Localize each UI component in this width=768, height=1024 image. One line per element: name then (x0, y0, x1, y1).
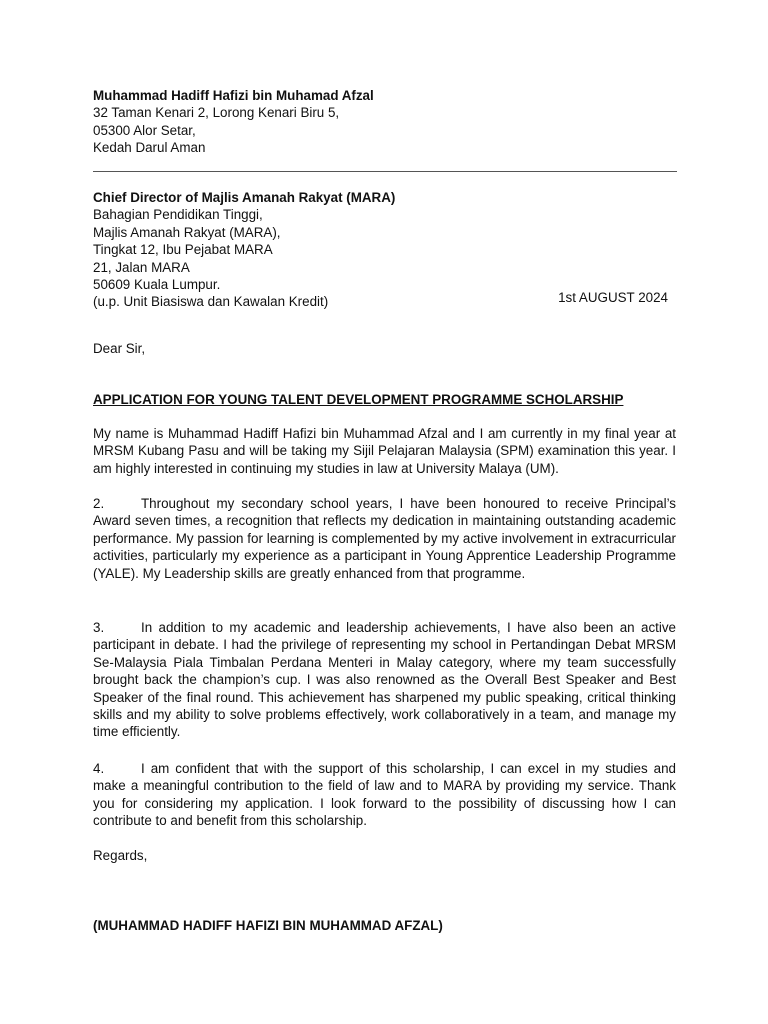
paragraph-text: I am confident that with the support of this scholarship, I can excel in my studies and make a meaningful contribution to the field of law and to MARA by providing my service. Thank you for considering my application. I look forward to the possibility of discussing how I can contribute to and benefit from this scholarship. (93, 761, 676, 829)
signature-block (93, 917, 677, 934)
recipient-address-line: 50609 Kuala Lumpur. (93, 277, 221, 293)
salutation-text: Dear Sir, (93, 341, 146, 356)
sender-address-line: 05300 Alor Setar, (93, 122, 196, 138)
divider-line (93, 171, 677, 172)
paragraph-4 (93, 760, 676, 830)
recipient-address-line: Bahagian Pendidikan Tinggi, (93, 207, 263, 223)
paragraph-2 (93, 495, 676, 582)
paragraph-text: My name is Muhammad Hadiff Hafizi bin Muhammad Afzal and I am currently in my final year at MRSM Kubang Pasu and will be taking my Sijil Pelajaran Malaysia (SPM) examination this year. I am highly interested in continuing my studies in law at University Malaya (UM). (93, 426, 676, 476)
paragraph-number: 2. (93, 496, 105, 511)
recipient-title: Chief Director of Majlis Amanah Rakyat (MARA) (93, 190, 396, 205)
letter-date: 1st AUGUST 2024 (558, 290, 668, 305)
sender-block (93, 87, 677, 157)
paragraph-text: In addition to my academic and leadership achievements, I have also been an active participant in debate. I had the privilege of representing my school in Pertandingan Debat MRSM Se-Malaysia Piala Timbalan Perdana Menteri in Malay category, where my team successfully brought back the champion’s cup. I was also renowned as the Overall Best Speaker and Best Speaker of the final round. This achievement has sharpened my public speaking, critical thinking skills and my ability to solve problems effectively, work collaboratively in a team, and manage my time efficiently. (93, 620, 676, 740)
sender-address-line: Kedah Darul Aman (93, 140, 206, 156)
paragraph-number: 3. (93, 620, 105, 635)
closing (93, 847, 677, 864)
recipient-address-line: (u.p. Unit Biasiswa dan Kawalan Kredit) (93, 294, 329, 310)
signature-name: (MUHAMMAD HADIFF HAFIZI BIN MUHAMMAD AFZAL) (93, 918, 443, 933)
subject-line (93, 391, 677, 408)
closing-text: Regards, (93, 848, 148, 863)
recipient-address-line: Majlis Amanah Rakyat (MARA), (93, 224, 281, 240)
subject-text: APPLICATION FOR YOUNG TALENT DEVELOPMENT PROGRAMME SCHOLARSHIP (93, 392, 624, 407)
recipient-address-line: Tingkat 12, Ibu Pejabat MARA (93, 242, 273, 258)
sender-address-line: 32 Taman Kenari 2, Lorong Kenari Biru 5, (93, 105, 340, 121)
paragraph-3 (93, 619, 676, 741)
paragraph-1 (93, 425, 676, 477)
paragraph-text: Throughout my secondary school years, I have been honoured to receive Principal’s Award seven times, a recognition that reflects my dedication in maintaining outstanding academic performance. My passion for learning is complemented by my active involvement in extracurricular activities, particularly my experience as a participant in Young Apprentice Leadership Programme (YALE). My Leadership skills are greatly enhanced from that programme. (93, 496, 676, 581)
sender-name: Muhammad Hadiff Hafizi bin Muhamad Afzal (93, 88, 374, 103)
salutation (93, 340, 677, 357)
paragraph-number: 4. (93, 761, 105, 776)
recipient-address-line: 21, Jalan MARA (93, 259, 190, 275)
